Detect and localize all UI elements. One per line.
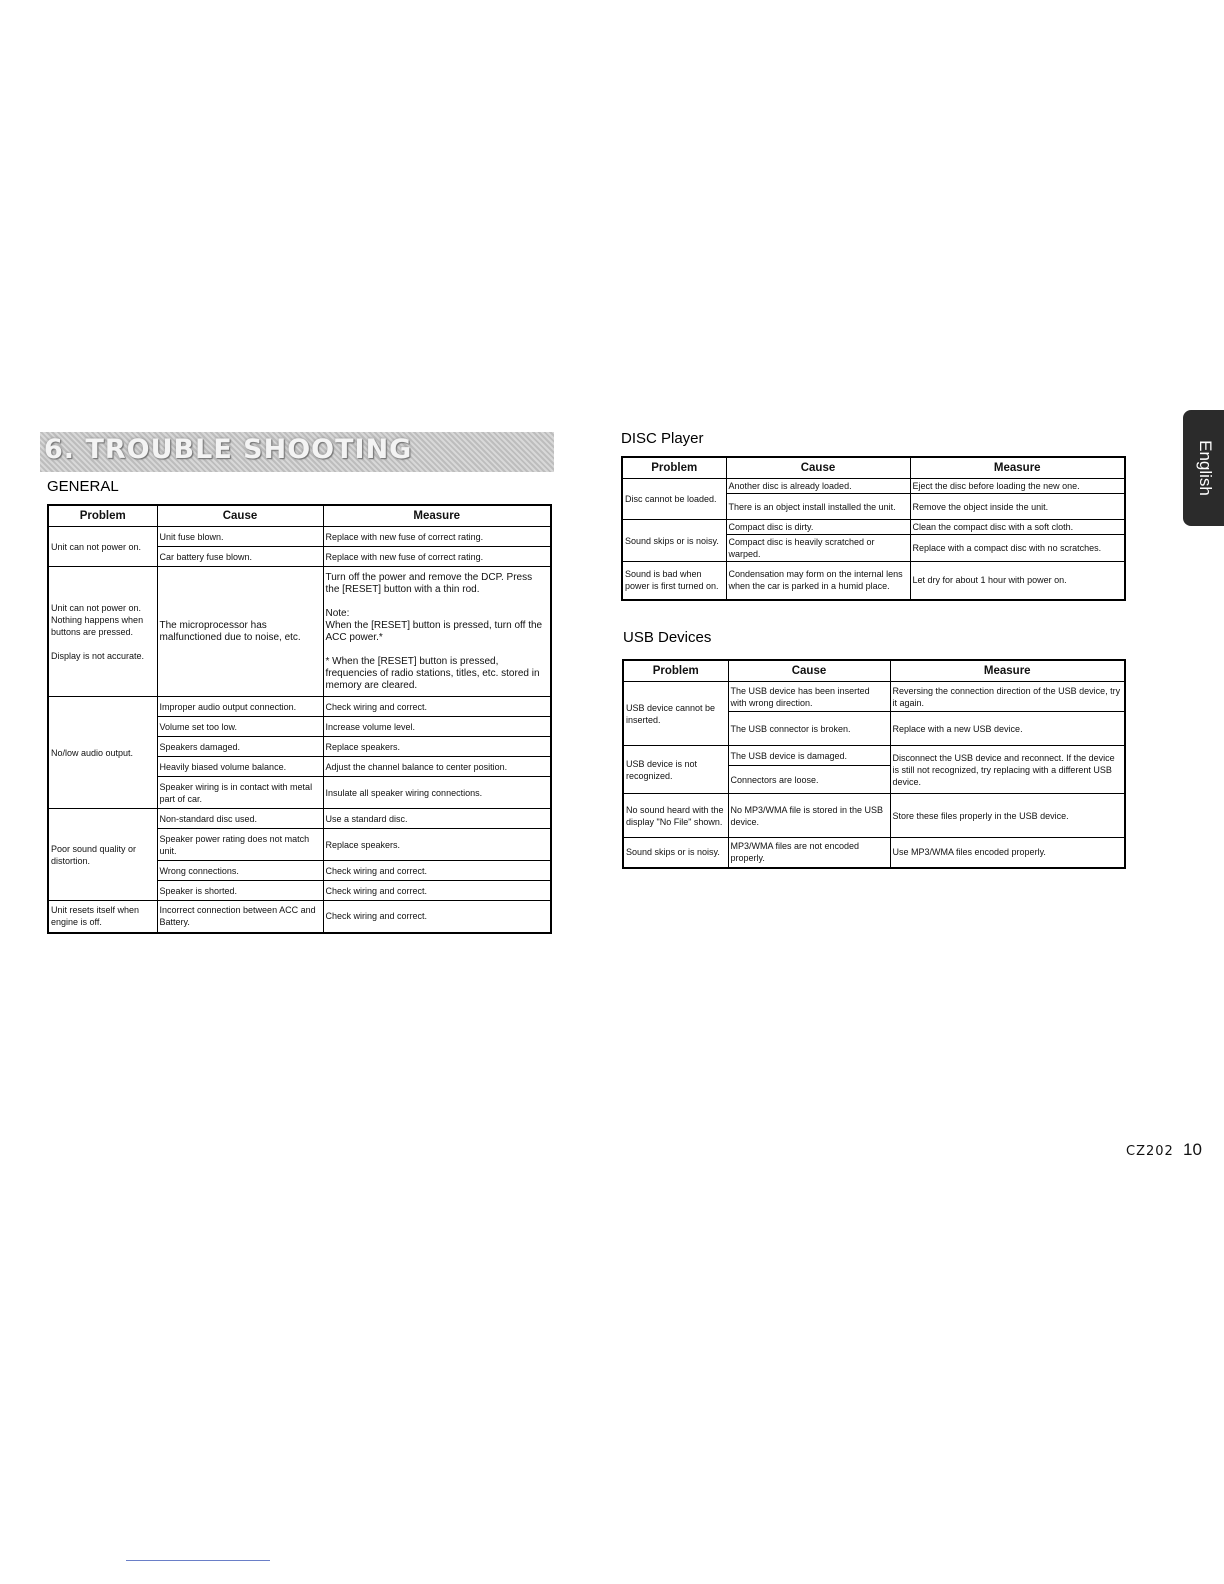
cause-cell: Another disc is already loaded. (726, 479, 910, 494)
cause-cell: Condensation may form on the internal lens when the car is parked in a humid place. (726, 562, 910, 600)
general-table (47, 504, 552, 934)
cause-cell: No MP3/WMA file is stored in the USB device. (728, 794, 890, 838)
measure-cell: Eject the disc before loading the new one. (910, 479, 1125, 494)
measure-cell: Replace with a new USB device. (890, 712, 1125, 746)
measure-cell: Let dry for about 1 hour with power on. (910, 562, 1125, 600)
measure-cell: Disconnect the USB device and reconnect. If the device is still not recognized, try replacing with a different USB device. (890, 746, 1125, 794)
table-row (622, 479, 1125, 494)
language-tab-label: English (1196, 440, 1215, 496)
header-problem: Problem (623, 660, 728, 682)
measure-cell: Check wiring and correct. (323, 861, 551, 881)
problem-cell: USB device is not recognized. (623, 746, 728, 794)
table-row (623, 746, 1125, 766)
cause-cell: Improper audio output connection. (157, 697, 323, 717)
usb-heading: USB Devices (623, 629, 712, 646)
cause-cell: Speakers damaged. (157, 737, 323, 757)
measure-cell: Insulate all speaker wiring connections. (323, 777, 551, 809)
problem-cell: No sound heard with the display "No File" shown. (623, 794, 728, 838)
measure-cell: Reversing the connection direction of the USB device, try it again. (890, 682, 1125, 712)
cause-cell: Compact disc is heavily scratched or warped. (726, 535, 910, 562)
problem-cell: Disc cannot be loaded. (622, 479, 726, 520)
measure-cell: Replace with a compact disc with no scratches. (910, 535, 1125, 562)
table-row (623, 838, 1125, 868)
measure-cell: Replace speakers. (323, 737, 551, 757)
measure-cell: Turn off the power and remove the DCP. Press the [RESET] button with a thin rod. Note: When the [RESET] button is pressed, turn off the ACC power.* * When the [RESET] button is pressed, frequencies of radio stations, titles, etc. stored in memory are cleared. (323, 567, 551, 697)
table-row (623, 794, 1125, 838)
measure-cell: Use a standard disc. (323, 809, 551, 829)
cause-cell: Speaker is shorted. (157, 881, 323, 901)
header-problem: Problem (48, 505, 157, 527)
cause-cell: Speaker wiring is in contact with metal part of car. (157, 777, 323, 809)
measure-cell: Replace speakers. (323, 829, 551, 861)
header-cause: Cause (726, 457, 910, 479)
measure-cell: Increase volume level. (323, 717, 551, 737)
table-row (622, 520, 1125, 535)
cause-cell: Car battery fuse blown. (157, 547, 323, 567)
problem-cell: Unit resets itself when engine is off. (48, 901, 157, 933)
cause-cell: MP3/WMA files are not encoded properly. (728, 838, 890, 868)
table-row (622, 562, 1125, 600)
disc-table (621, 456, 1126, 601)
cause-cell: Non-standard disc used. (157, 809, 323, 829)
cause-cell: Incorrect connection between ACC and Battery. (157, 901, 323, 933)
measure-cell: Check wiring and correct. (323, 881, 551, 901)
problem-cell: Unit can not power on. (48, 527, 157, 567)
footer-rule (126, 1560, 270, 1561)
header-cause: Cause (157, 505, 323, 527)
cause-cell: Compact disc is dirty. (726, 520, 910, 535)
measure-cell: Store these files properly in the USB device. (890, 794, 1125, 838)
cause-cell: There is an object install installed the unit. (726, 494, 910, 520)
problem-cell: USB device cannot be inserted. (623, 682, 728, 746)
cause-cell: The USB device is damaged. (728, 746, 890, 766)
cause-cell: The microprocessor has malfunctioned due to noise, etc. (157, 567, 323, 697)
general-heading: GENERAL (47, 478, 119, 495)
usb-table (622, 659, 1126, 869)
section-title: 6. TROUBLE SHOOTING (44, 434, 413, 465)
measure-cell: Use MP3/WMA files encoded properly. (890, 838, 1125, 868)
problem-cell: Sound skips or is noisy. (623, 838, 728, 868)
problem-cell: Poor sound quality or distortion. (48, 809, 157, 901)
header-measure: Measure (323, 505, 551, 527)
table-row (48, 567, 551, 697)
cause-cell: Wrong connections. (157, 861, 323, 881)
cause-cell: Volume set too low. (157, 717, 323, 737)
cause-cell: Speaker power rating does not match unit. (157, 829, 323, 861)
header-cause: Cause (728, 660, 890, 682)
disc-heading: DISC Player (621, 430, 704, 447)
header-measure: Measure (910, 457, 1125, 479)
cause-cell: The USB device has been inserted with wrong direction. (728, 682, 890, 712)
header-measure: Measure (890, 660, 1125, 682)
table-row (48, 527, 551, 547)
measure-cell: Remove the object inside the unit. (910, 494, 1125, 520)
problem-cell: Sound skips or is noisy. (622, 520, 726, 562)
problem-cell: No/low audio output. (48, 697, 157, 809)
measure-cell: Replace with new fuse of correct rating. (323, 527, 551, 547)
table-row (623, 682, 1125, 712)
cause-cell: Connectors are loose. (728, 766, 890, 794)
page-number: 10 (1183, 1140, 1202, 1159)
problem-cell: Unit can not power on. Nothing happens when buttons are pressed. Display is not accurate. (48, 567, 157, 697)
measure-cell: Replace with new fuse of correct rating. (323, 547, 551, 567)
measure-cell: Check wiring and correct. (323, 901, 551, 933)
cause-cell: Heavily biased volume balance. (157, 757, 323, 777)
table-row (48, 697, 551, 717)
section-banner (40, 432, 554, 472)
table-row (48, 809, 551, 829)
cause-cell: Unit fuse blown. (157, 527, 323, 547)
table-row (48, 901, 551, 933)
language-tab (1183, 410, 1224, 526)
measure-cell: Adjust the channel balance to center position. (323, 757, 551, 777)
measure-cell: Check wiring and correct. (323, 697, 551, 717)
measure-cell: Clean the compact disc with a soft cloth. (910, 520, 1125, 535)
footer-model: CZ202 (1126, 1144, 1174, 1159)
problem-cell: Sound is bad when power is first turned on. (622, 562, 726, 600)
cause-cell: The USB connector is broken. (728, 712, 890, 746)
header-problem: Problem (622, 457, 726, 479)
